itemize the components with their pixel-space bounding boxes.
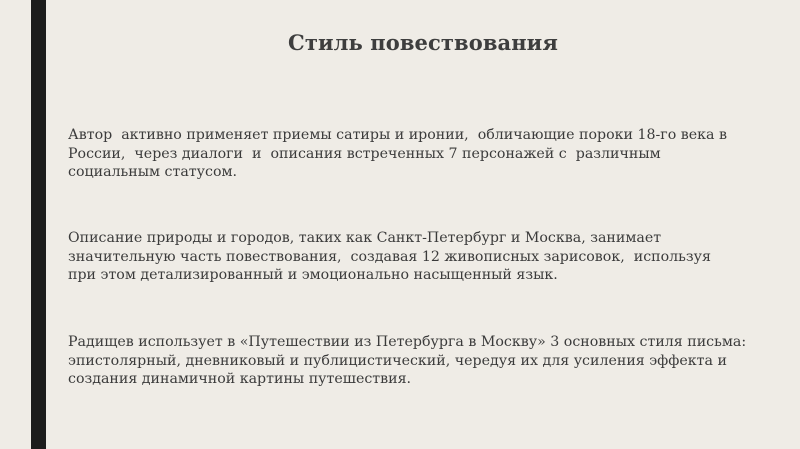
paragraph-line: России, через диалоги и описания встреченных 7 персонажей с различным: [68, 145, 661, 162]
paragraph-styles: [68, 333, 778, 389]
paragraph-line: Радищев использует в «Путешествии из Петербурга в Москву» 3 основных стиля письма:: [68, 334, 747, 350]
paragraph-line: социальным статусом.: [68, 164, 238, 181]
paragraph-satire: [68, 126, 778, 182]
slide-title: Стиль повествования: [288, 30, 558, 55]
left-accent-bar: [31, 0, 46, 449]
paragraph-nature: [68, 229, 778, 285]
paragraph-line: при этом детализированный и эмоционально насыщенный язык.: [68, 267, 558, 284]
paragraph-line: создания динамичной картины путешествия.: [68, 371, 412, 388]
paragraph-line: значительную часть повествования, создавая 12 живописных зарисовок, используя: [68, 248, 711, 265]
paragraph-line: эпистолярный, дневниковый и публицистический, чередуя их для усиления эффекта и: [68, 352, 727, 369]
paragraph-line: Автор активно применяет приемы сатиры и иронии, обличающие пороки 18-го века в: [68, 127, 727, 143]
paragraph-line: Описание природы и городов, таких как Санкт-Петербург и Москва, занимает: [68, 230, 662, 246]
